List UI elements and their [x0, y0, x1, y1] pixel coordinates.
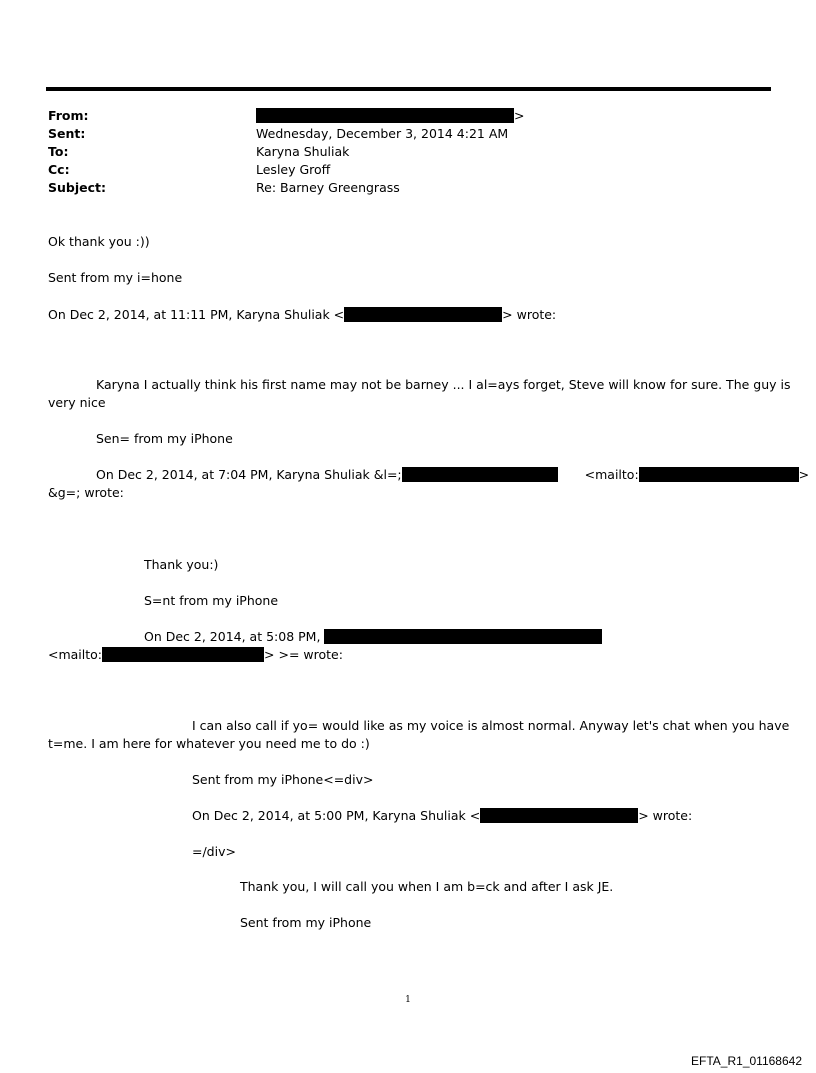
subject-label: Subject: — [48, 180, 106, 195]
redaction-bar — [324, 629, 602, 644]
body-line: Sent from my iPhone<=div> — [192, 772, 374, 787]
page-number: 1 — [405, 995, 411, 1005]
cc-value: Lesley Groff — [256, 162, 331, 177]
redaction-bar — [480, 808, 638, 823]
quote-header-text: > wrote: — [502, 307, 557, 322]
redaction-bar — [256, 108, 514, 123]
body-line: Karyna I actually think his first name may not be barney ... I al=ays forget, Steve will know for sure. The guy is — [96, 377, 791, 392]
sent-label: Sent: — [48, 126, 86, 141]
from-value — [256, 107, 524, 125]
to-label: To: — [48, 144, 69, 159]
quote-header-text: On Dec 2, 2014, at 11:11 PM, Karyna Shuliak < — [48, 307, 345, 322]
quote-header-text: > — [798, 467, 810, 482]
quote-header-text: > wrote: — [638, 808, 693, 823]
subject-value: Re: Barney Greengrass — [256, 180, 400, 195]
quote-header-text: On Dec 2, 2014, at 5:00 PM, Karyna Shuliak < — [192, 808, 481, 823]
to-value: Karyna Shuliak — [256, 144, 350, 159]
body-line: t=me. I am here for whatever you need me to do :) — [48, 736, 370, 751]
quote-header-text: <mailto: — [48, 647, 103, 662]
body-line: Sent from my i=hone — [48, 270, 183, 285]
header-rule — [46, 87, 771, 91]
body-line: Thank you:) — [144, 557, 219, 572]
body-line: S=nt from my iPhone — [144, 593, 279, 608]
body-line: Sen= from my iPhone — [96, 431, 233, 446]
body-line: I can also call if yo= would like as my voice is almost normal. Anyway let's chat when you have — [192, 718, 790, 733]
quote-header — [144, 628, 602, 646]
body-line: =/div> — [192, 844, 236, 859]
body-line: Ok thank you :)) — [48, 234, 150, 249]
body-line: &g=; wrote: — [48, 485, 124, 500]
quote-header — [96, 466, 809, 484]
from-label: From: — [48, 108, 89, 123]
quote-header-text: <mailto: — [584, 467, 639, 482]
redaction-bar — [639, 467, 799, 482]
quote-header — [48, 646, 343, 664]
cc-label: Cc: — [48, 162, 70, 177]
quote-header-text: On Dec 2, 2014, at 7:04 PM, Karyna Shuliak &l=; — [96, 467, 402, 482]
quote-header — [48, 306, 556, 324]
quote-header — [192, 807, 692, 825]
redaction-bar — [402, 467, 558, 482]
body-line: Thank you, I will call you when I am b=ck and after I ask JE. — [240, 879, 614, 894]
body-line: Sent from my iPhone — [240, 915, 372, 930]
quote-header-text: On Dec 2, 2014, at 5:08 PM, — [144, 629, 321, 644]
redaction-bar — [344, 307, 502, 322]
from-suffix: > — [514, 108, 525, 123]
redaction-bar — [102, 647, 264, 662]
bates-number: EFTA_R1_01168642 — [691, 1054, 802, 1068]
body-line: very nice — [48, 395, 106, 410]
sent-value: Wednesday, December 3, 2014 4:21 AM — [256, 126, 509, 141]
quote-header-text: > >= wrote: — [264, 647, 343, 662]
